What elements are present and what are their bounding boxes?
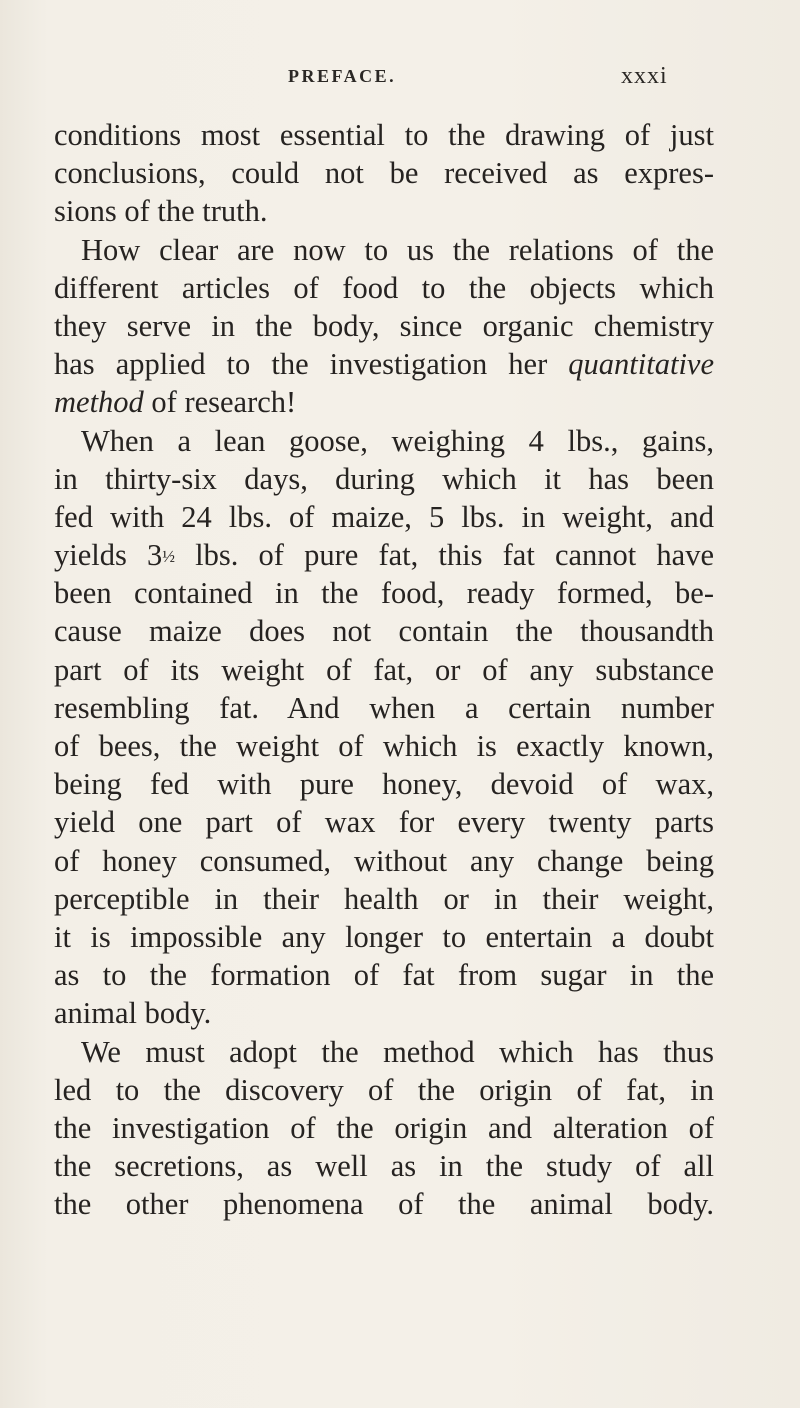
text-line: being fed with pure honey, devoid of wax,: [54, 767, 714, 802]
text-line: the investigation of the origin and alteration of: [54, 1110, 714, 1145]
text-line: perceptible in their health or in their weight,: [54, 881, 714, 916]
text-line: resembling fat. And when a certain number: [54, 690, 714, 725]
text-line: yield one part of wax for every twenty parts: [54, 805, 714, 840]
text-line: different articles of food to the objects which: [54, 270, 714, 305]
italic-text: quantitative: [568, 347, 714, 382]
text-line: How clear are now to us the relations of the: [81, 232, 714, 267]
text-line: the secretions, as well as in the study of all: [54, 1149, 714, 1184]
text-line: We must adopt the method which has thus: [81, 1034, 714, 1069]
running-head-title: PREFACE.: [288, 66, 397, 86]
text-line: conditions most essential to the drawing of just: [54, 118, 714, 152]
text-line: as to the formation of fat from sugar in the: [54, 958, 714, 993]
text-line: of honey consumed, without any change being: [54, 843, 714, 878]
text-run: has applied to the investigation her: [54, 347, 548, 382]
page-number: xxxi: [621, 63, 668, 89]
text-line: When a lean goose, weighing 4 lbs., gains,: [81, 423, 714, 458]
text-line: led to the discovery of the origin of fat, in: [54, 1072, 714, 1107]
text-line: cause maize does not contain the thousandth: [54, 614, 714, 649]
text-line: animal body.: [54, 996, 212, 1031]
italic-text: method: [54, 385, 144, 420]
text-line: it is impossible any longer to entertain a doubt: [54, 919, 714, 954]
text-line: [54, 383, 714, 421]
text-line: of bees, the weight of which is exactly known,: [54, 729, 714, 763]
text-line: conclusions, could not be received as expres-: [54, 156, 714, 191]
text-run: yields 3: [54, 538, 163, 573]
fraction: ½: [162, 547, 176, 567]
text-run: of research!: [151, 385, 297, 420]
text-run: lbs. of pure fat, this fat cannot have: [195, 538, 714, 573]
text-line: part of its weight of fat, or of any substance: [54, 652, 714, 687]
text-line: been contained in the food, ready formed, be-: [54, 576, 714, 611]
text-line: in thirty-six days, during which it has been: [54, 461, 714, 496]
text-line: fed with 24 lbs. of maize, 5 lbs. in weight, and: [54, 499, 714, 534]
text-line: [54, 345, 714, 383]
text-line: the other phenomena of the animal body.: [54, 1187, 714, 1222]
text-line: [54, 536, 714, 574]
running-head: [0, 63, 800, 90]
text-line: they serve in the body, since organic chemistry: [54, 308, 714, 343]
text-line: sions of the truth.: [54, 194, 268, 229]
body-text: [54, 116, 714, 1223]
